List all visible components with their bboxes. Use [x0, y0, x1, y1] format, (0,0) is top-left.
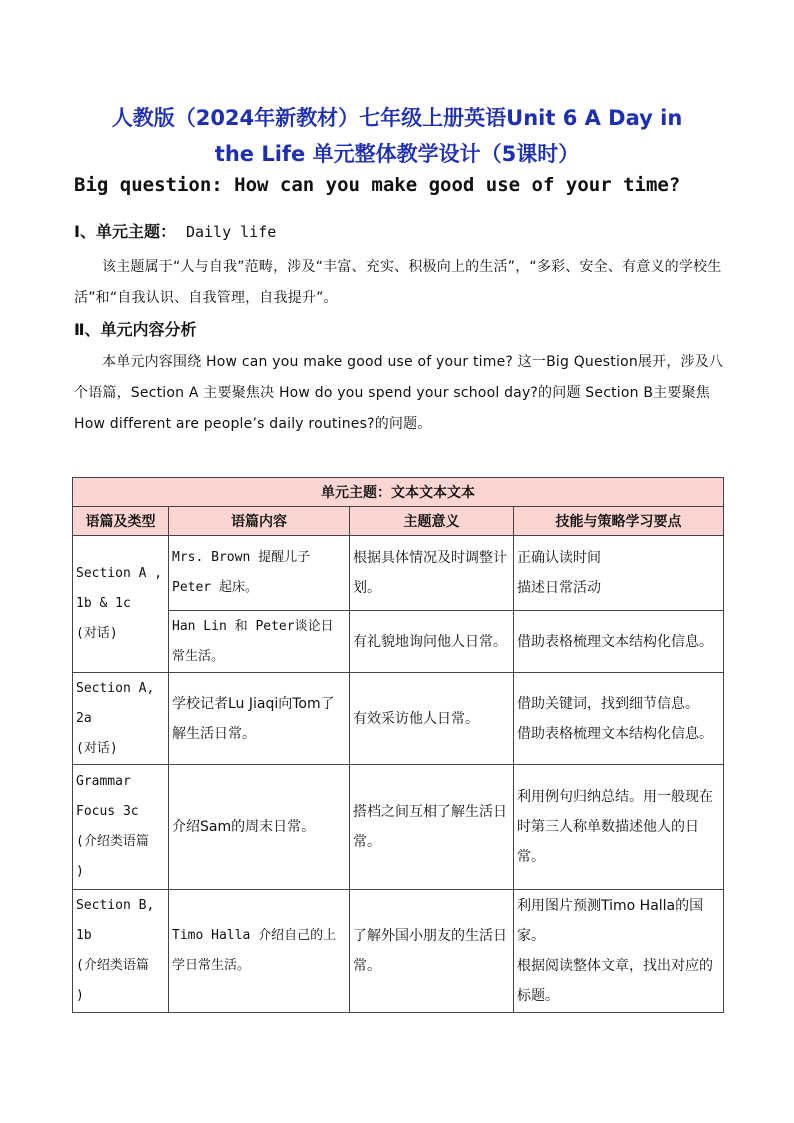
column-header-skills: 技能与策略学习要点 [514, 507, 724, 536]
row-type-cell: Section A, 2a (对话) [73, 673, 169, 765]
column-header-type: 语篇及类型 [73, 507, 169, 536]
row-type-cell: Grammar Focus 3c (介绍类语篇 ) [73, 765, 169, 890]
table-row [73, 611, 724, 673]
row-type-cell: Section A , 1b & 1c (对话) [73, 536, 169, 673]
table-row [73, 765, 724, 890]
row-skills-cell: 利用例句归纳总结。用一般现在时第三人称单数描述他人的日常。 [514, 765, 724, 890]
row-content-cell: Han Lin 和 Peter谈论日常生活。 [169, 611, 350, 673]
row-meaning-cell: 根据具体情况及时调整计划。 [350, 536, 514, 611]
title-line-1: 人教版（2024年新教材）七年级上册英语Unit 6 A Day in [111, 106, 683, 130]
title-line-2: the Life 单元整体教学设计（5课时） [214, 142, 580, 166]
column-header-meaning: 主题意义 [350, 507, 514, 536]
big-question: Big question: How can you make good use of your time? [74, 174, 681, 196]
table-row [73, 536, 724, 611]
row-meaning-cell: 了解外国小朋友的生活日常。 [350, 890, 514, 1013]
row-skills-cell: 借助表格梳理文本结构化信息。 [514, 611, 724, 673]
row-skills-cell: 利用图片预测Timo Halla的国家。 根据阅读整体文章，找出对应的标题。 [514, 890, 724, 1013]
table-theme-header: 单元主题：文本文本文本 [73, 478, 724, 507]
row-meaning-cell: 搭档之间互相了解生活日常。 [350, 765, 514, 890]
row-content-cell: 学校记者Lu Jiaqi向Tom了解生活日常。 [169, 673, 350, 765]
row-content-cell: Mrs. Brown 提醒儿子Peter 起床。 [169, 536, 350, 611]
row-type-cell: Section B, 1b (介绍类语篇 ) [73, 890, 169, 1013]
section-1-heading [74, 219, 276, 242]
row-meaning-cell: 有效采访他人日常。 [350, 673, 514, 765]
table-row [73, 673, 724, 765]
section-1-label: Ⅰ、单元主题： [74, 222, 176, 241]
column-header-content: 语篇内容 [169, 507, 350, 536]
section-1-paragraph: 该主题属于“人与自我”范畴，涉及“丰富、充实、积极向上的生活”，“多彩、安全、有意义的学校生活”和“自我认识、自我管理，自我提升”。 [74, 259, 722, 306]
section-1-value: Daily life [185, 223, 277, 241]
document-title [60, 100, 734, 172]
row-skills-cell: 借助关键词，找到细节信息。 借助表格梳理文本结构化信息。 [514, 673, 724, 765]
unit-table [72, 477, 724, 1013]
section-2-heading: Ⅱ、单元内容分析 [74, 320, 197, 339]
row-content-cell: Timo Halla 介绍自己的上学日常生活。 [169, 890, 350, 1013]
row-meaning-cell: 有礼貌地询问他人日常。 [350, 611, 514, 673]
table-row [73, 890, 724, 1013]
section-2-paragraph: 本单元内容围绕 How can you make good use of your time? 这一Big Question展开，涉及八个语篇，Section A 主要聚焦决 How do you spend your school day?的问题 Section B主要聚焦 How different are people’s daily routines?的问题。 [74, 354, 724, 432]
row-content-cell: 介绍Sam的周末日常。 [169, 765, 350, 890]
row-skills-cell: 正确认读时间 描述日常活动 [514, 536, 724, 611]
